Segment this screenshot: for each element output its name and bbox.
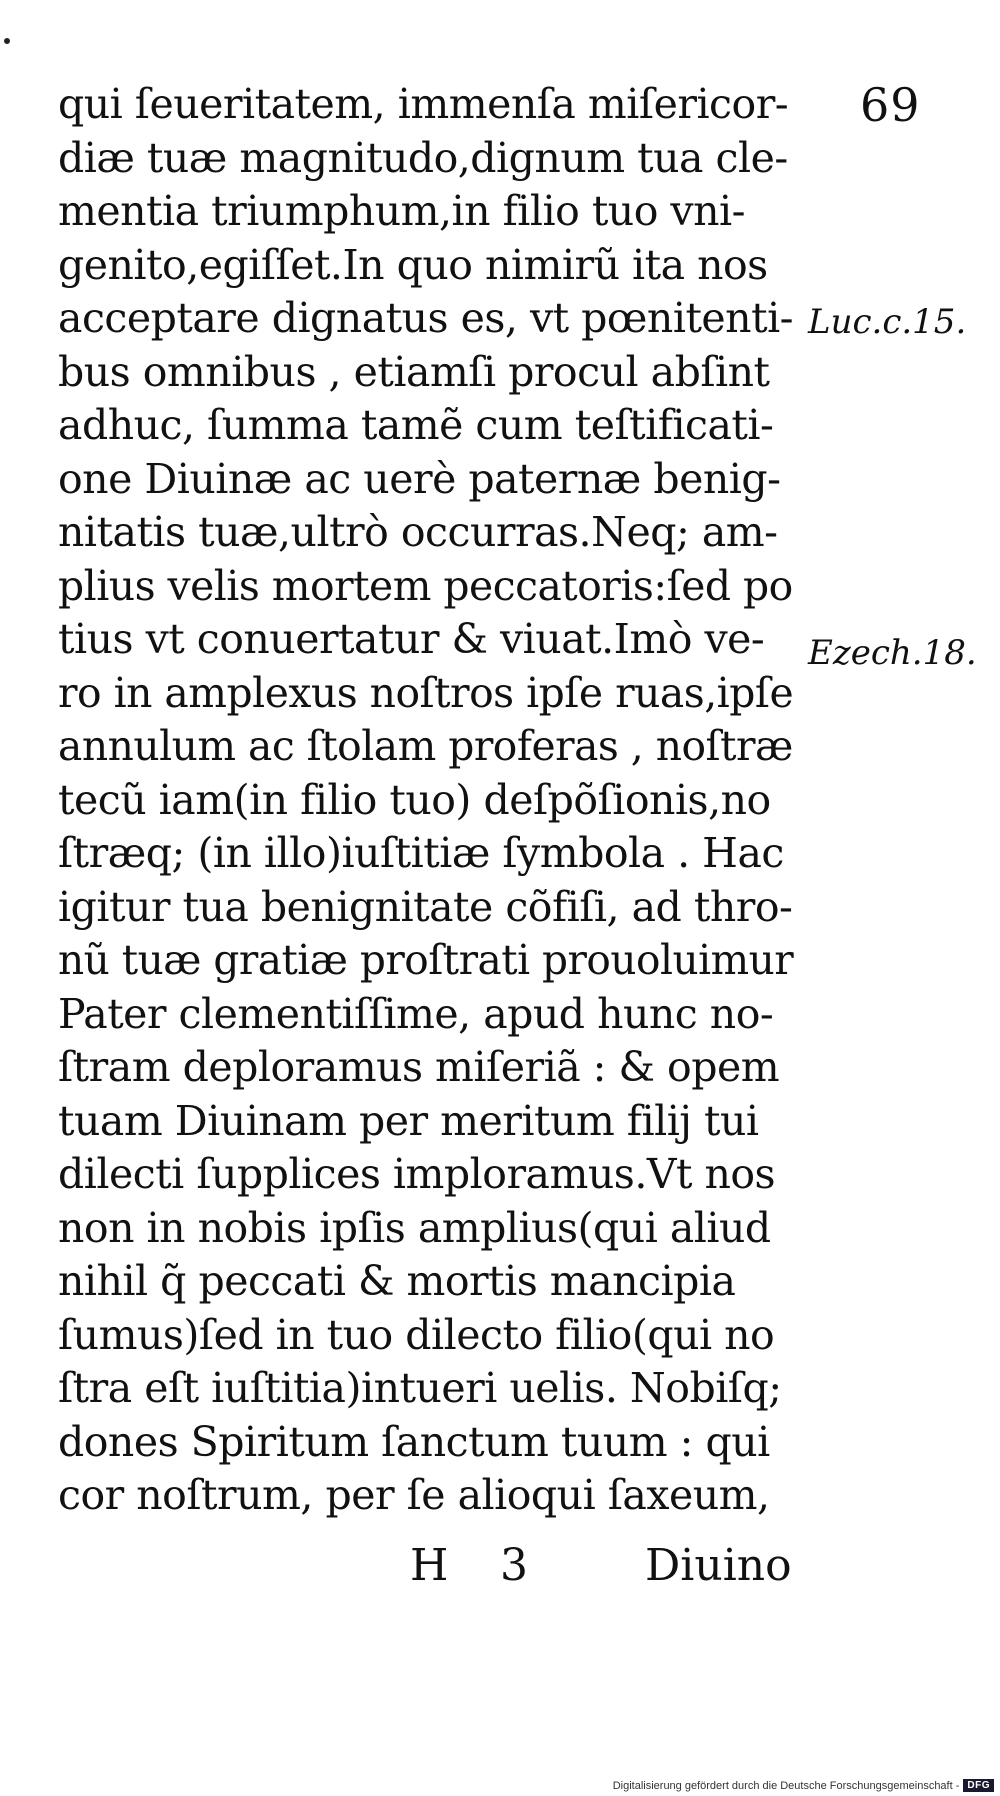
text-line: tuam Diuinam per meritum filij tui [58,1096,759,1145]
credit-text: Digitalisierung gefördert durch die Deutsche Forschungsgemeinschaft - [612,1779,960,1792]
signature-mark: H [410,1540,449,1591]
text-line: ſtra eſt iuſtitia)intueri uelis. Nobiſq; [58,1364,782,1412]
text-line: bus omnibus , etiamſi procul abſint [58,347,770,396]
signature-number: 3 [500,1540,528,1591]
text-line: qui ſeueritatem, immenſa miſericor- [58,80,789,128]
text-line: tecũ iam(in filio tuo) deſpõſionis,no [58,775,771,824]
text-line: plius velis mortem peccatoris:ſed po [58,561,793,610]
text-line: non in nobis ipſis amplius(qui aliud [58,1203,771,1252]
text-line: adhuc, ſumma tamẽ cum teſtificati- [58,401,774,449]
text-line: nihil q̃ peccati & mortis mancipia [58,1257,736,1305]
catchword: Diuino [645,1540,792,1591]
margin-note-ezechiel: Ezech.18. [808,633,977,673]
margin-note-luke: Luc.c.15. [808,302,967,342]
text-line: dones Spiritum ſanctum tuum : qui [58,1417,770,1466]
text-line: nitatis tuæ,ultrò occurras.Neq; am- [58,508,778,556]
digitization-credit [613,1779,994,1792]
text-line: dilecti ſupplices imploramus.Vt nos [58,1150,776,1198]
body-text [58,78,793,1523]
page-number: 69 [860,78,921,132]
text-line: ſtræq; (in illo)iuſtitiæ ſymbola . Hac [58,829,784,877]
text-line: acceptare dignatus es, vt pœnitenti- [58,294,794,342]
text-line: genito,egiſſet.In quo nimirũ ita nos [58,240,768,289]
text-line: diæ tuæ magnitudo,dignum tua cle- [58,133,788,182]
dfg-logo-icon: DFG [963,1779,994,1792]
text-line: ſumus)ſed in tuo dilecto filio(qui no [58,1310,775,1359]
text-line: cor noſtrum, per ſe alioqui ſaxeum, [58,1471,770,1519]
text-line: ſtram deploramus miſeriã : & opem [58,1043,780,1091]
text-line: nũ tuæ gratiæ proſtrati prouoluimur [58,936,794,984]
text-line: tius vt conuertatur & viuat.Imò ve- [58,615,765,663]
text-line: ro in amplexus noſtros ipſe ruas,ipſe [58,668,794,717]
ink-speck [4,38,10,44]
text-line: mentia triumphum,in filio tuo vni- [58,187,745,235]
text-line: one Diuinæ ac uerè paternæ benig- [58,454,781,503]
text-line: Pater clementiſſime, apud hunc no- [58,989,774,1038]
text-line: igitur tua benignitate cõfiſi, ad thro- [58,882,793,931]
text-line: annulum ac ſtolam proferas , noſtræ [58,722,793,770]
